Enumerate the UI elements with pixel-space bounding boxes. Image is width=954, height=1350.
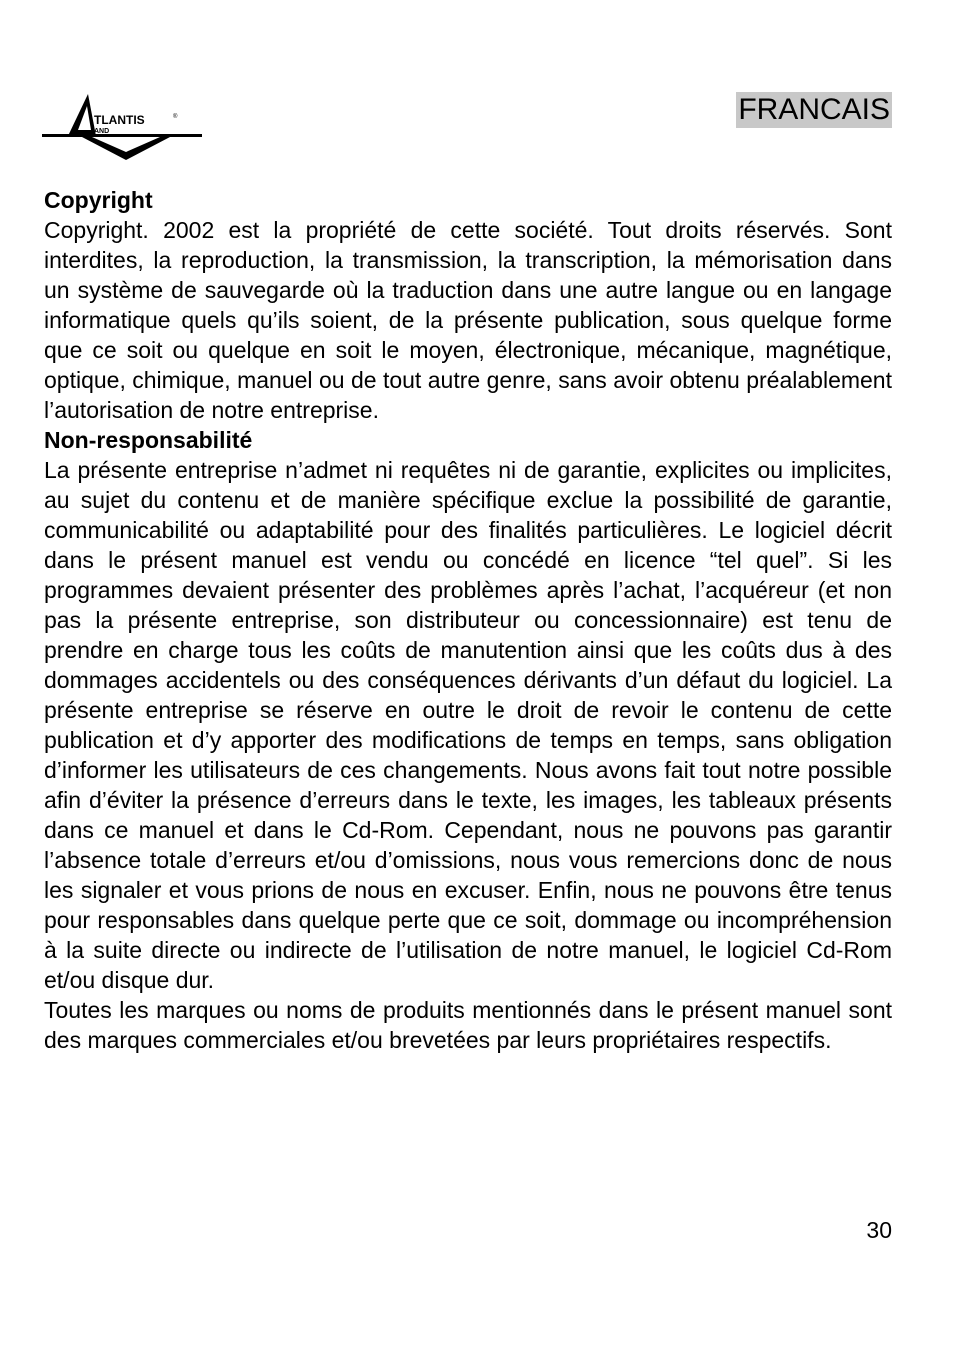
page-body	[44, 185, 892, 1055]
disclaimer-paragraph: La présente entreprise n’admet ni requêtes ni de garantie, explicites ou implicites, au sujet du contenu et de manière spécifique exclue la possibilité de garantie, communicabilité ou adaptabilité pour des finalités particulières. Le logiciel décrit dans le présent manuel est vendu ou concédé en licence “tel quel”. Si les programmes devaient présenter des problèmes après l’achat, l’acquéreur (et non pas la présente entreprise, son distributeur ou concessionnaire) est tenu de prendre en charge tous les coûts de manutention ainsi que les coûts dus à des dommages accidentels ou des conséquences dérivants d’un défaut du logiciel. La présente entreprise se réserve en outre le droit de revoir le contenu de cette publication et d’y apporter des modifications de temps en temps, sans obligation d’informer les utilisateurs de ces changements. Nous avons fait tout notre possible afin d’éviter la présence d’erreurs dans le texte, les images, les tableaux présents dans ce manuel et dans le Cd-Rom. Cependant, nous ne pouvons pas garantir l’absence totale d’erreurs et/ou d’omissions, nous vous remercions donc de nous les signaler et vous prions de nous en excuser. Enfin, nous ne pouvons être tenus pour responsables dans quelque perte que ce soit, dommage ou incompréhension à la suite directe ou indirecte de l’utilisation de notre manuel, le logiciel Cd-Rom et/ou disque dur.	[44, 457, 892, 993]
svg-text:®: ®	[173, 114, 178, 120]
trademarks-paragraph: Toutes les marques ou noms de produits mentionnés dans le présent manuel sont des marques commerciales et/ou brevetées par leurs propriétaires respectifs.	[44, 997, 892, 1053]
atlantis-land-logo	[42, 90, 202, 162]
logo-mark-icon	[42, 90, 202, 162]
section-heading-disclaimer: Non-responsabilité	[44, 427, 253, 453]
language-label: FRANCAIS	[738, 93, 890, 126]
svg-text:AND: AND	[94, 128, 110, 135]
copyright-paragraph: Copyright. 2002 est la propriété de cette société. Tout droits réservés. Sont interdites, la reproduction, la transmission, la transcription, la mémorisation dans un système de sauvegarde où la traduction dans une autre langue ou en langage informatique quels qu’ils soient, de la présente publication, sous quelque forme que ce soit ou quelque en soit le moyen, électronique, mécanique, magnétique, optique, chimique, manuel ou de tout autre genre, sans avoir obtenu préalablement l’autorisation de notre entreprise.	[44, 217, 892, 423]
svg-text:TLANTIS: TLANTIS	[94, 113, 145, 127]
page-number: 30	[866, 1217, 892, 1243]
section-heading-copyright: Copyright	[44, 187, 153, 213]
